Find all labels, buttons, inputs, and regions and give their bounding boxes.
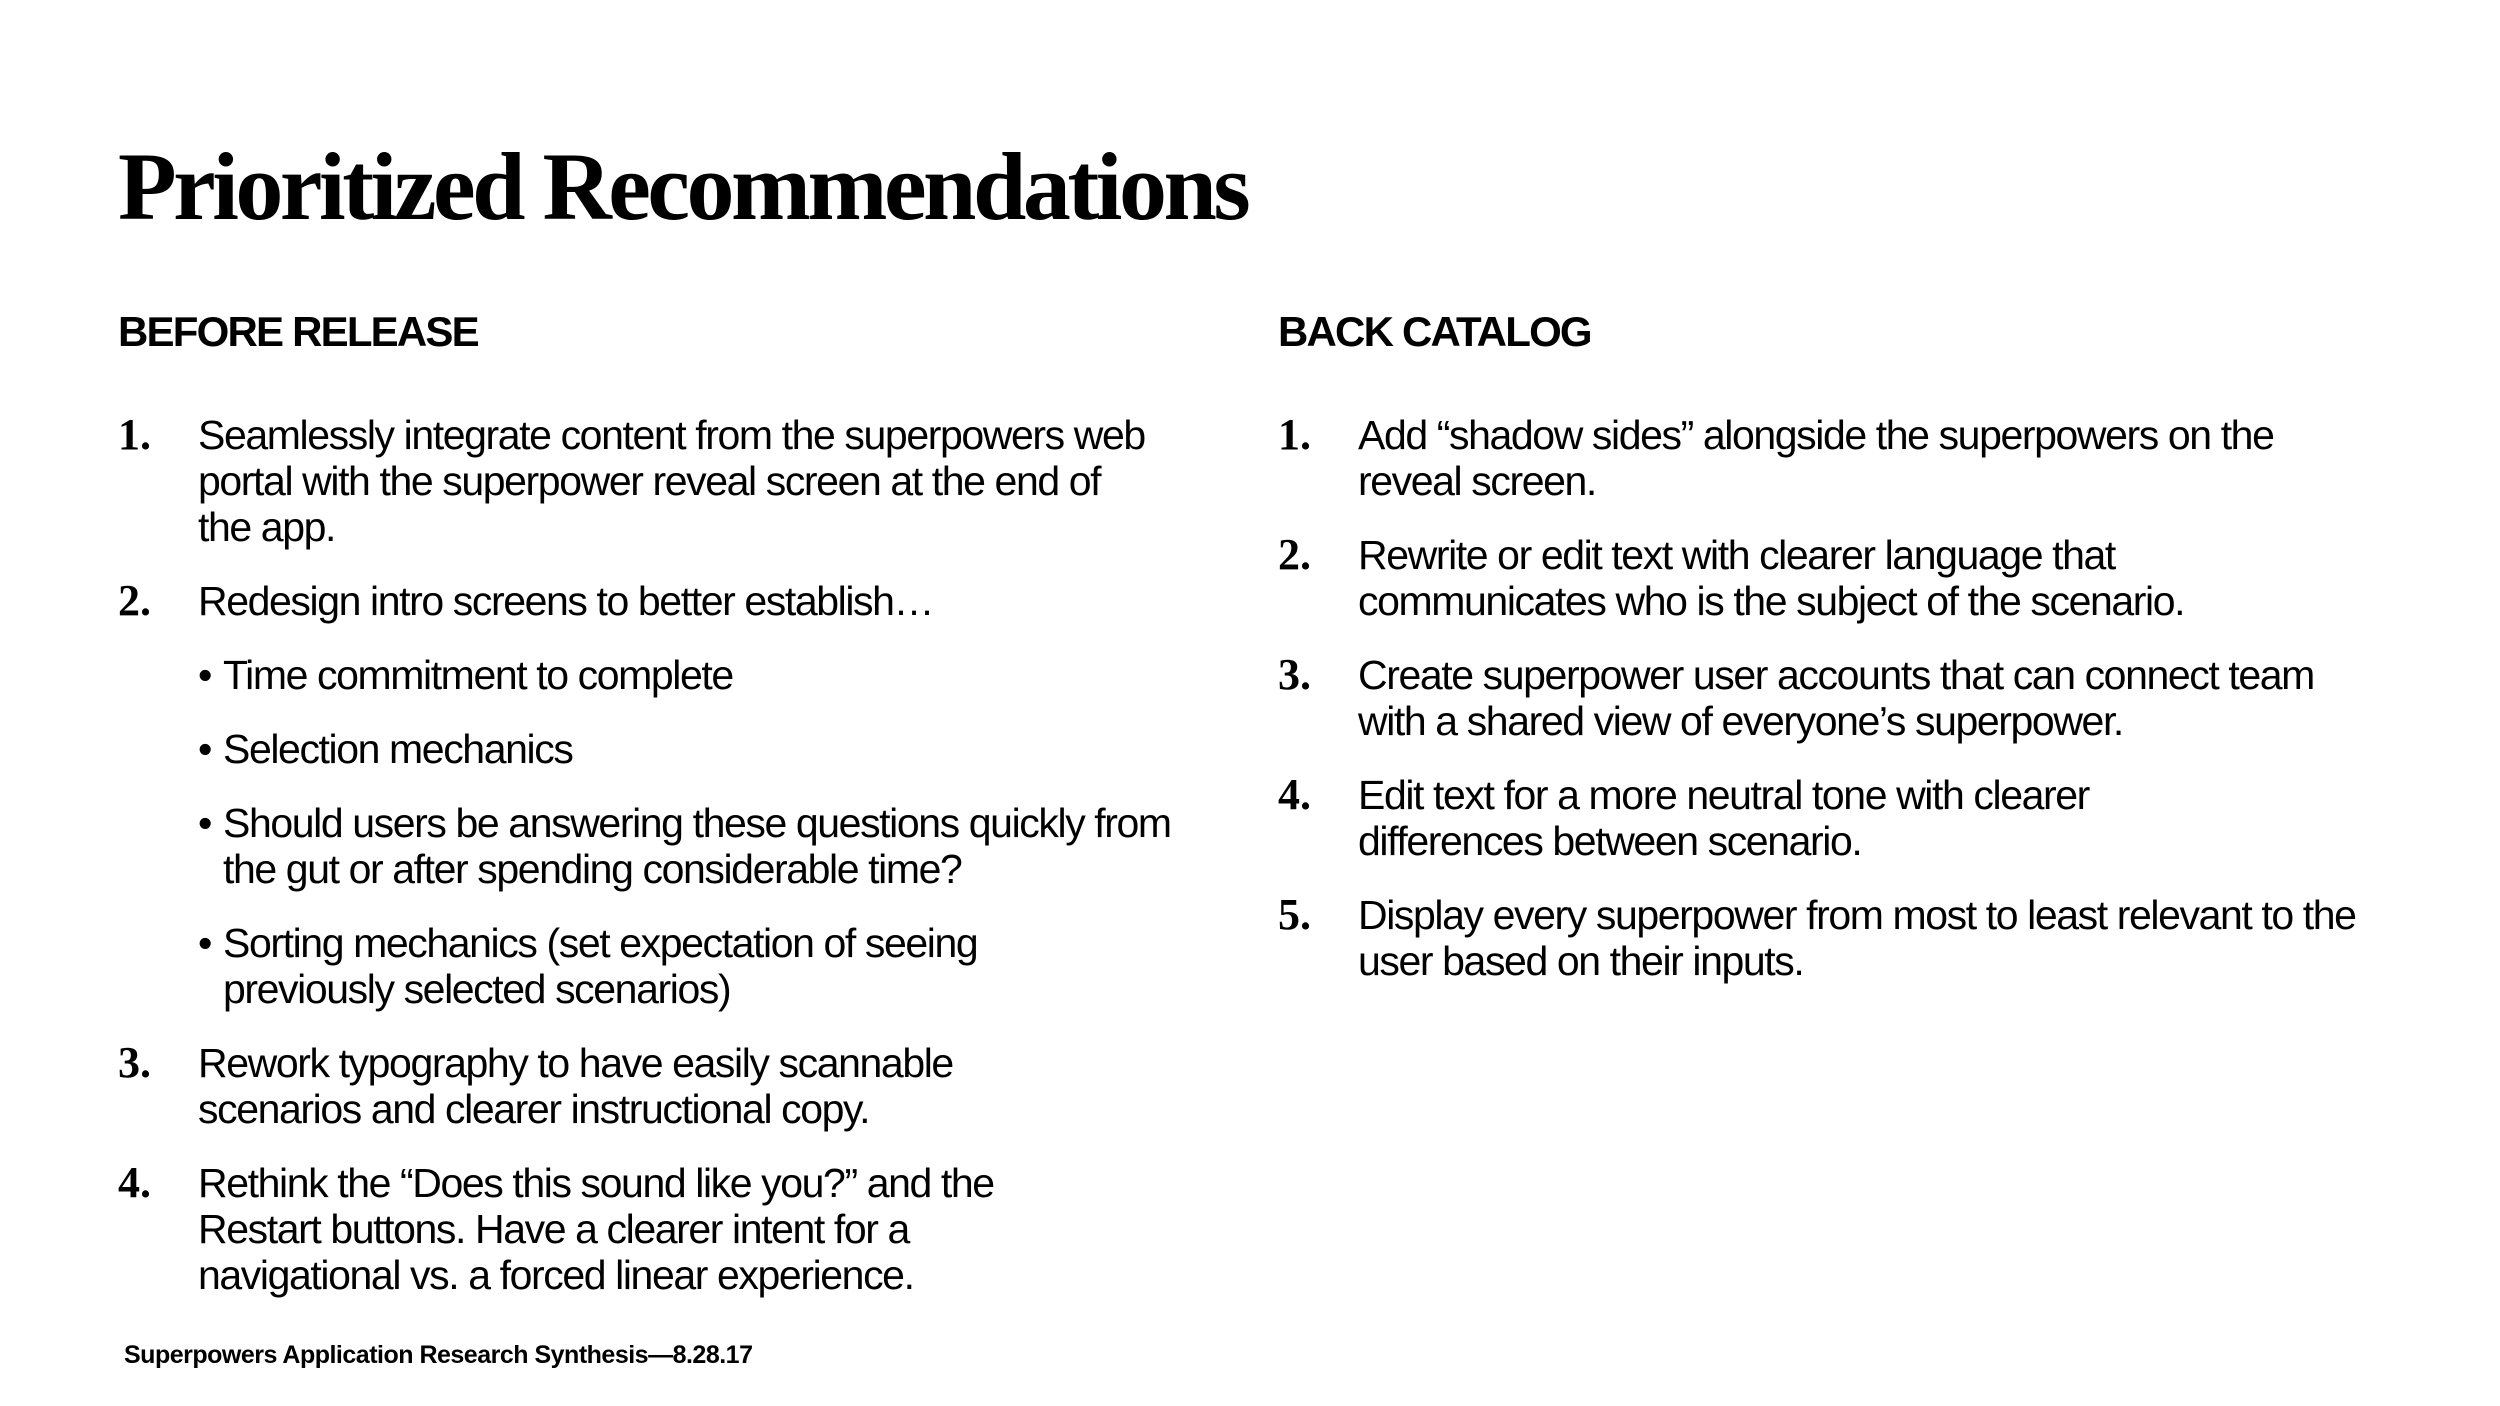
page-title: Prioritized Recommendations [118,133,1248,240]
list-item [1278,412,2358,504]
item-number: 3. [1278,650,1311,699]
item-number: 1. [118,410,151,459]
item-number: 1. [1278,410,1311,459]
bullet-icon: • [198,652,211,698]
back-catalog-section [1278,304,2358,1012]
sub-item-text: Time commitment to complete [223,652,733,698]
item-number: 4. [1278,770,1311,819]
sub-list-item [198,726,1183,772]
item-text: Rework typography to have easily scannable scenarios and clearer instructional copy. [198,1040,953,1132]
sub-list [198,652,1178,1012]
sub-item-text: Sorting mechanics (set expectation of seeing previously selected scenarios) [223,920,978,1012]
item-text: Create superpower user accounts that can connect team with a shared view of everyone’s superpower. [1358,652,2314,744]
bullet-icon: • [198,920,211,966]
bullet-icon: • [198,726,211,772]
item-number: 2. [118,576,151,625]
sub-item-text: Selection mechanics [223,726,573,772]
before-release-section [118,304,1178,1326]
list-item [1278,892,2358,984]
before-release-list [118,412,1178,1298]
item-text: Seamlessly integrate content from the superpowers web portal with the superpower reveal screen at the end of the app. [198,412,1145,550]
sub-list-item [198,652,1183,698]
item-text: Display every superpower from most to least relevant to the user based on their inputs. [1358,892,2356,984]
item-number: 5. [1278,890,1311,939]
item-text: Add “shadow sides” alongside the superpowers on the reveal screen. [1358,412,2274,504]
item-text: Edit text for a more neutral tone with clearer differences between scenario. [1358,772,2089,864]
sub-list-item [198,800,1183,892]
list-item [118,1160,1178,1298]
list-item [118,412,1178,550]
item-text: Redesign intro screens to better establish… [198,578,934,624]
list-item [118,578,1178,1012]
list-item [1278,772,2358,864]
item-number: 4. [118,1158,151,1207]
footer-caption: Superpowers Application Research Synthesis—8.28.17 [124,1341,753,1369]
item-number: 2. [1278,530,1311,579]
before-release-heading: BEFORE RELEASE [118,308,478,355]
list-item [1278,652,2358,744]
back-catalog-heading: BACK CATALOG [1278,308,1591,355]
list-item [118,1040,1178,1132]
back-catalog-list [1278,412,2358,984]
sub-item-text: Should users be answering these questions quickly from the gut or after spending considerable time? [223,800,1171,892]
item-number: 3. [118,1038,151,1087]
bullet-icon: • [198,800,211,846]
item-text: Rethink the “Does this sound like you?” and the Restart buttons. Have a clearer intent for a navigational vs. a forced linear experience. [198,1160,994,1298]
item-text: Rewrite or edit text with clearer language that communicates who is the subject of the scenario. [1358,532,2185,624]
list-item [1278,532,2358,624]
sub-list-item [198,920,1143,1012]
